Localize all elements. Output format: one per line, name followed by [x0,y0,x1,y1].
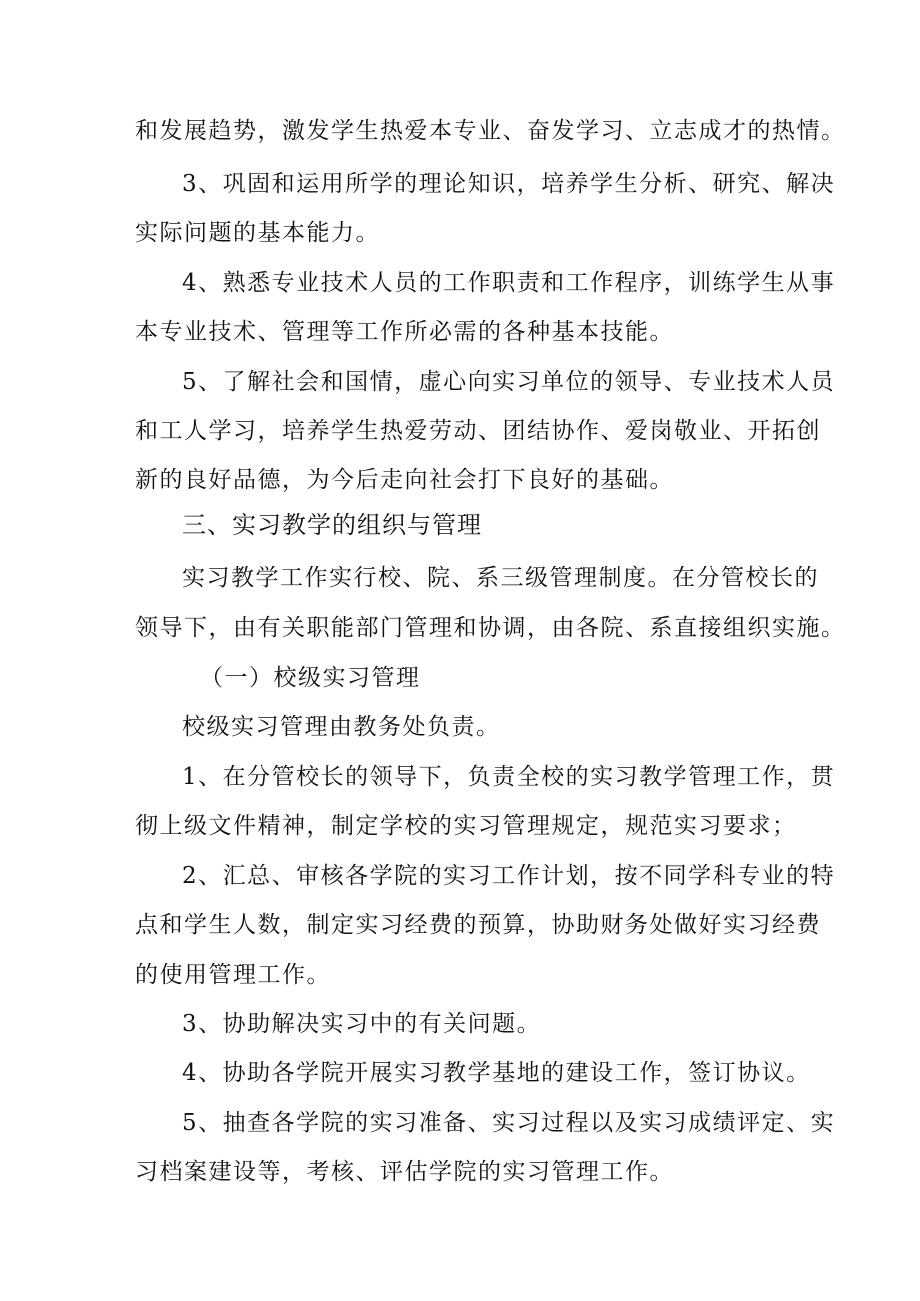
subsection-heading: （一）校级实习管理 [200,665,421,691]
text-line: 实际问题的基本能力。 [135,220,380,246]
text-line: 新的良好品德，为今后走向社会打下良好的基础。 [135,467,674,493]
text-line: 和发展趋势，激发学生热爱本专业、奋发学习、立志成才的热情。 [135,118,846,144]
text-line: 4、熟悉专业技术人员的工作职责和工作程序，训练学生从事 [182,270,836,296]
text-line: 5、抽查各学院的实习准备、实习过程以及实习成绩评定、实 [182,1110,836,1136]
text-line: 和工人学习，培养学生热爱劳动、团结协作、爱岗敬业、开拓创 [135,418,821,444]
text-line: 本专业技术、管理等工作所必需的各种基本技能。 [135,319,674,345]
text-line: 彻上级文件精神，制定学校的实习管理规定，规范实习要求； [135,813,797,839]
text-line: 3、协助解决实习中的有关问题。 [182,1011,542,1037]
text-line: 5、了解社会和国情，虚心向实习单位的领导、专业技术人员 [182,369,836,395]
text-line: 习档案建设等，考核、评估学院的实习管理工作。 [135,1159,674,1185]
text-line: 1、在分管校长的领导下，负责全校的实习教学管理工作，贯 [182,764,836,790]
text-line: 3、巩固和运用所学的理论知识，培养学生分析、研究、解决 [182,171,836,197]
text-line: 的使用管理工作。 [135,962,331,988]
text-line: 领导下，由有关职能部门管理和协调，由各院、系直接组织实施。 [135,615,846,641]
text-line: 4、协助各学院开展实习教学基地的建设工作，签订协议。 [182,1060,811,1086]
text-line: 实习教学工作实行校、院、系三级管理制度。在分管校长的 [182,565,819,591]
text-line: 2、汇总、审核各学院的实习工作计划，按不同学科专业的特 [182,863,836,889]
section-heading: 三、实习教学的组织与管理 [182,511,482,539]
text-line: 校级实习管理由教务处负责。 [182,714,501,740]
text-line: 点和学生人数，制定实习经费的预算，协助财务处做好实习经费 [135,912,821,938]
